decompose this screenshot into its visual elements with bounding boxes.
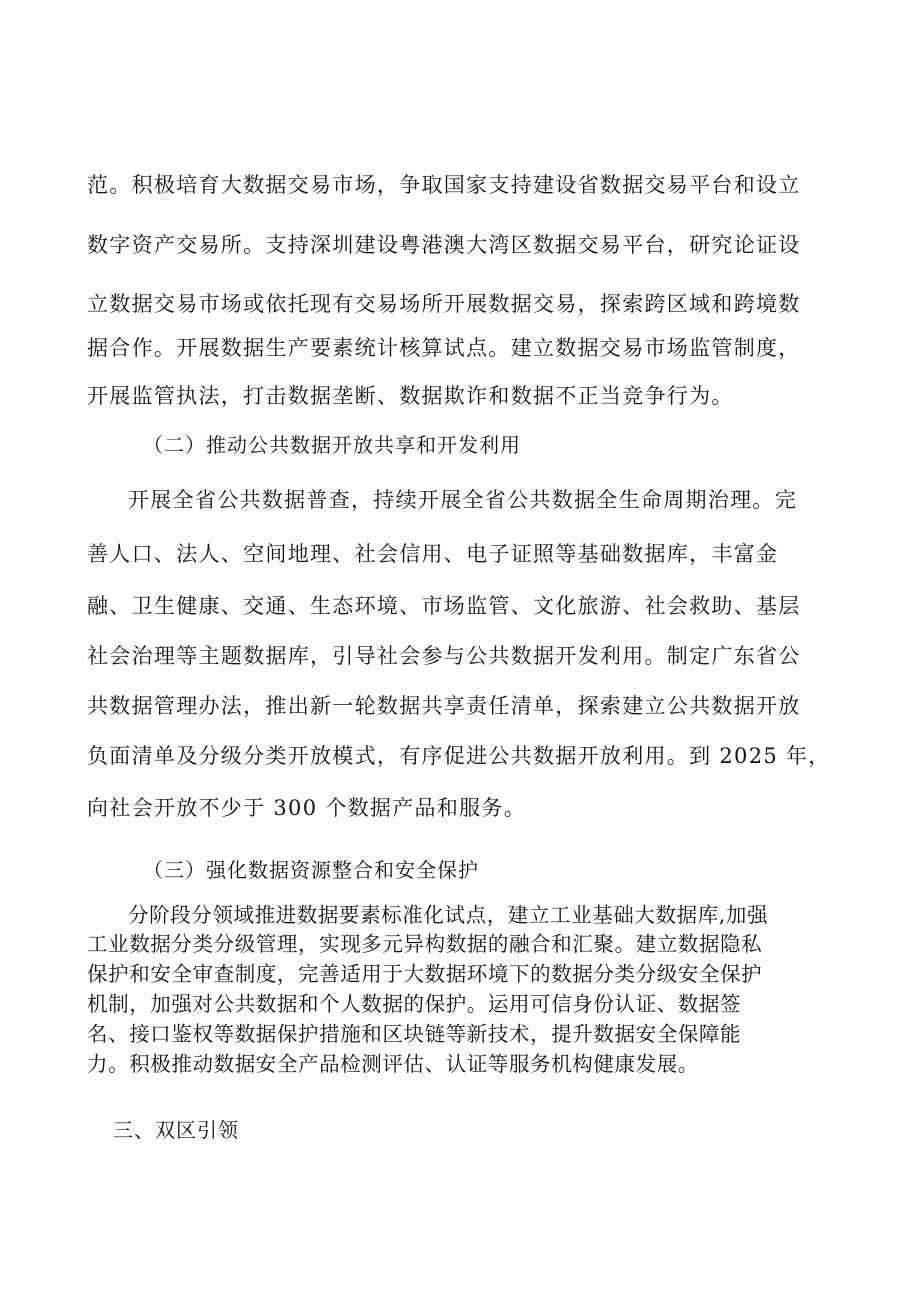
text-line: 开展监管执法，打击数据垄断、数据欺诈和数据不正当竞争行为。	[87, 384, 734, 408]
section-heading-2: （二）推动公共数据开放共享和开发利用	[143, 433, 521, 457]
text-line: 范。积极培育大数据交易市场，争取国家支持建设省数据交易平台和设立	[87, 173, 801, 197]
chapter-heading: 三、双区引领	[113, 1118, 239, 1142]
text-line: 据合作。开展数据生产要素统计核算试点。建立数据交易市场监管制度，	[87, 336, 801, 360]
text-line: 数字资产交易所。支持深圳建设粤港澳大湾区数据交易平台，研究论证设	[87, 233, 801, 257]
text-line: 工业数据分类分级管理，实现多元异构数据的融合和汇聚。建立数据隐私	[87, 932, 763, 956]
text-line: 社会治理等主题数据库，引导社会参与公共数据开发利用。制定广东省公	[87, 644, 801, 668]
text-line: 向社会开放不少于 300 个数据产品和服务。	[87, 796, 527, 820]
text-line: 负面清单及分级分类开放模式，有序促进公共数据开放利用。到 2025 年，	[87, 744, 831, 768]
text-line: 开展全省公共数据普查，持续开展全省公共数据全生命周期治理。完	[128, 488, 797, 512]
text-line: 善人口、法人、空间地理、社会信用、电子证照等基础数据库，丰富金	[87, 542, 779, 566]
section-heading-3: （三）强化数据资源整合和安全保护	[143, 858, 479, 882]
text-line: 融、卫生健康、交通、生态环境、市场监管、文化旅游、社会救助、基层	[87, 594, 801, 618]
text-line: 力。积极推动数据安全产品检测评估、认证等服务机构健康发展。	[87, 1052, 699, 1076]
text-line: 共数据管理办法，推出新一轮数据共享责任清单，探索建立公共数据开放	[87, 694, 801, 718]
text-line: 名、接口鉴权等数据保护措施和区块链等新技术，提升数据安全保障能	[87, 1022, 742, 1046]
text-line: 立数据交易市场或依托现有交易场所开展数据交易，探索跨区域和跨境数	[87, 292, 801, 316]
text-line: 保护和安全审查制度，完善适用于大数据环境下的数据分类分级安全保护	[87, 962, 763, 986]
text-line: 分阶段分领域推进数据要素标准化试点，建立工业基础大数据库,加强	[128, 903, 769, 927]
text-line: 机制，加强对公共数据和个人数据的保护。运用可信身份认证、数据签	[87, 992, 742, 1016]
